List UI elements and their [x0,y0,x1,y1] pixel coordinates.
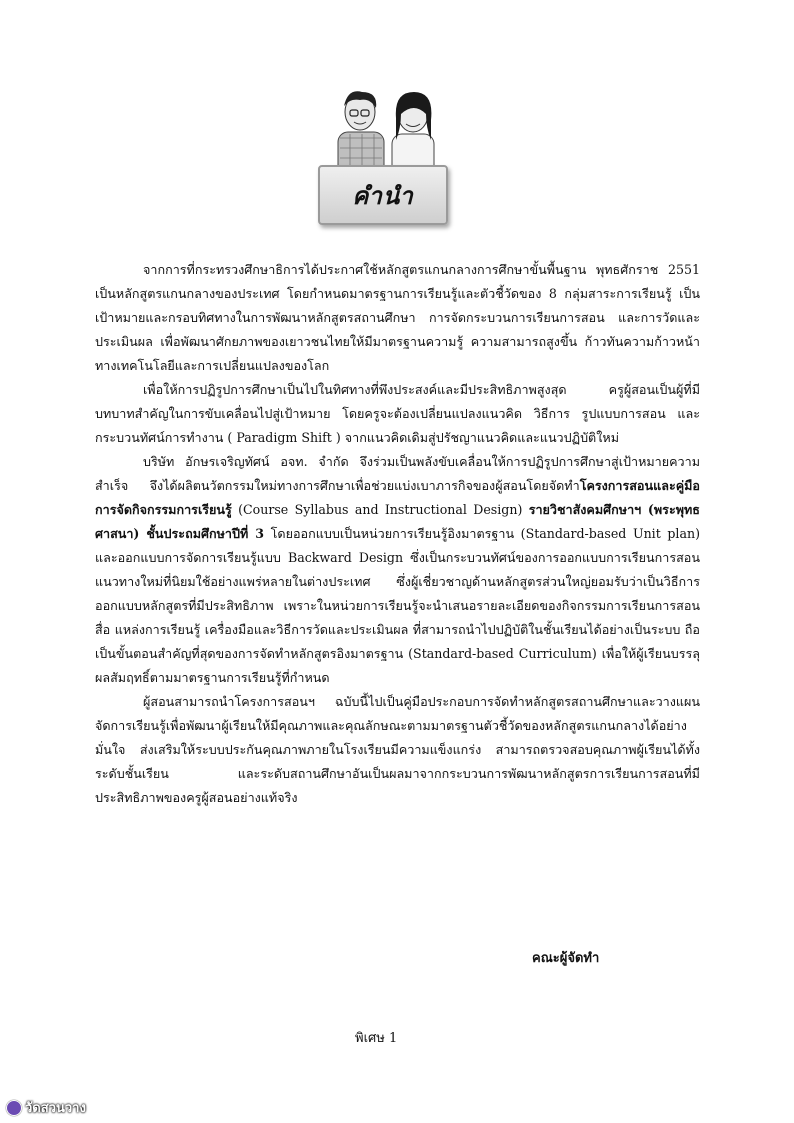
watermark [6,1097,86,1118]
text-segment: บริษัท อักษรเจริญทัศน์ อจท. จำกัด จึงร่วมเป็นพลังขับเคลื่อนให้การปฏิรูปการศึกษาสู่เป้าหมายความสำเร็จ จึงได้ผลิตนวัตกรรมใหม่ทางการศึกษาเพื่อช่วยแบ่งเบาภารกิจของผู้สอนโดยจัดทำ [95,454,700,493]
paragraph [95,258,700,378]
paragraph [95,450,700,690]
text-segment: เพื่อให้การปฏิรูปการศึกษาเป็นไปในทิศทางที่พึงประสงค์และมีประสิทธิภาพสูงสุด ครูผู้สอนเป็นผู้ที่มีบทบาทสำคัญในการขับเคลื่อนไปสู่เป้าหมาย โดยครูจะต้องเปลี่ยนแปลงแนวคิด วิธีการ รูปแบบการสอน และกระบวนทัศน์การทำงาน ( Paradigm Shift ) จากแนวคิดเดิมสู่ปรัชญาแนวคิดและแนวปฏิบัติใหม่ [95,382,700,445]
paragraph [95,378,700,450]
title-sign [318,165,448,225]
page-title: คำนำ [352,181,414,210]
text-segment: โดยออกแบบเป็นหน่วยการเรียนรู้อิงมาตรฐาน (Standard-based Unit plan) และออกแบบการจัดการเรียนรู้แบบ Backward Design ซึ่งเป็นกระบวนทัศน์ของการออกแบบการเรียนการสอนแนวทางใหม่ที่นิยมใช้อย่างแพร่หลายในต่างประเทศ ซึ่งผู้เชี่ยวชาญด้านหลักสูตรส่วนใหญ่ยอมรับว่าเป็นวิธีการออกแบบหลักสูตรที่มีประสิทธิภาพ เพราะในหน่วยการเรียนรู้จะนำเสนอรายละเอียดของกิจกรรมการเรียนการสอน สื่อ แหล่งการเรียนรู้ เครื่องมือและวิธีการวัดและประเมินผล ที่สามารถนำไปปฏิบัติในชั้นเรียนได้อย่างเป็นระบบ ถือเป็นขั้นตอนสำคัญที่สุดของการจัดทำหลักสูตรอิงมาตรฐาน (Standard-based Curriculum) เพื่อให้ผู้เรียนบรรลุผลสัมฤทธิ์ตามมาตรฐานการเรียนรู้ที่กำหนด [95,526,700,685]
paragraph [95,690,700,810]
signature: คณะผู้จัดทำ [532,951,600,966]
text-segment: ผู้สอนสามารถนำโครงการสอนฯ ฉบับนี้ไปเป็นคู่มือประกอบการจัดทำหลักสูตรสถานศึกษาและวางแผนจัดการเรียนรู้เพื่อพัฒนาผู้เรียนให้มีคุณภาพและคุณลักษณะตามมาตรฐานตัวชี้วัดของหลักสูตรแกนกลางได้อย่างมั่นใจ ส่งเสริมให้ระบบประกันคุณภาพภายในโรงเรียนมีความแข็งแกร่ง สามารถตรวจสอบคุณภาพผู้เรียนได้ทั้งระดับชั้นเรียน และระดับสถานศึกษาอันเป็นผลมาจากกระบวนการพัฒนาหลักสูตรการเรียนการสอนที่มีประสิทธิภาพของครูผู้สอนอย่างแท้จริง [95,694,700,805]
text-segment: จากการที่กระทรวงศึกษาธิการได้ประกาศใช้หลักสูตรแกนกลางการศึกษาขั้นพื้นฐาน พุทธศักราช 2551 เป็นหลักสูตรแกนกลางของประเทศ โดยกำหนดมาตรฐานการเรียนรู้และตัวชี้วัดของ 8 กลุ่มสาระการเรียนรู้ เป็นเป้าหมายและกรอบทิศทางในการพัฒนาหลักสูตรสถานศึกษา การจัดกระบวนการเรียนการสอน และการวัดและประเมินผล เพื่อพัฒนาศักยภาพของเยาวชนไทยให้มีมาตรฐานความรู้ ความสามารถสูงขึ้น ก้าวทันความก้าวหน้าทางเทคโนโลยีและการเปลี่ยนแปลงของโลก [95,262,700,373]
bold-text: รายวิชาสังคมศึกษาฯ (พระพุทธศาสนา) ชั้นประถมศึกษาปีที่ 3 [95,502,700,541]
bold-text: โครงการสอนและคู่มือการจัดกิจกรรมการเรียนรู้ [95,478,700,517]
watermark-logo-icon [6,1100,22,1116]
page-number: พิเศษ 1 [355,1031,398,1046]
preface-body [95,258,700,810]
watermark-text: วัดสวนวาง [25,1101,86,1116]
text-segment: (Course Syllabus and Instructional Design) [231,502,529,517]
